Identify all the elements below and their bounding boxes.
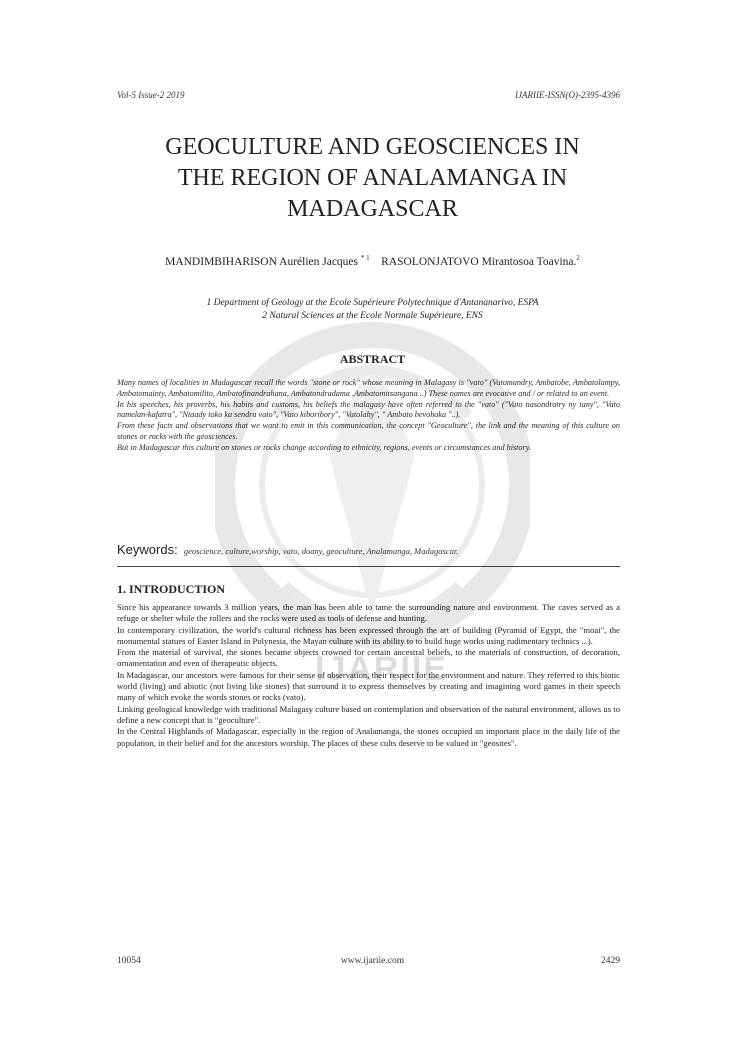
introduction-paragraph: In Madagascar, our ancestors were famous for their sense of observation, their respect for the environment and nature. They referred to this biotic world (living) and abiotic (not living like stones) that surround it to express themselves by creating and imagining word games in their speech many of which evoke the words stones or rocks (vato). (117, 669, 620, 703)
introduction-body (117, 602, 620, 749)
author-2-mark: 2 (576, 254, 580, 262)
keywords (117, 542, 620, 557)
abstract-heading: ABSTRACT (339, 352, 406, 366)
footer-website: www.ijariie.com (340, 956, 405, 966)
header-volume: Vol-5 Issue-2 2019 (117, 90, 185, 100)
author-1-mark: * 1 (360, 254, 370, 262)
author-list (110, 254, 635, 268)
keywords-label: Keywords: (117, 542, 178, 557)
abstract-paragraph: In his speeches, his proverbs, his habits and customs, his beliefs the malagasy have often referred to the "vato" ("Vato nasondrotry ny tany", "Vato namelan-kafatra", "Ntaady toko ka sendra vato", "Vato kiboribory", "Vatolahy", " Ambato bevohoka "..). (117, 399, 620, 420)
introduction-paragraph: Linking geological knowledge with traditional Malagasy culture based on contemplation and observation of the natural environment, allows us to define a new concept that is "geoculture". (117, 703, 620, 725)
affiliation-2: 2 Natural Sciences at the Ecole Normale Supérieure, ENS (262, 311, 483, 321)
introduction-paragraph: From the material of survival, the stones became objects crowned for certain ancestral beliefs, to the materials of construction, of decoration, ornamentation and even of therapeutic objects. (117, 647, 620, 669)
affiliations (110, 297, 635, 323)
author-2-name: RASOLONJATOVO Mirantosoa Toavina. (381, 255, 577, 268)
introduction-paragraph: In contemporary civilization, the world's cultural richness has been expressed through the art of building (Pyramid of Egypt, the "moai", the monumental statues of Easter Island in Polynesia, the Mayan culture with its ability to to build huge works using rudimentary technics ...). (117, 624, 620, 646)
paper-title (110, 132, 635, 225)
introduction-paragraph: Since his appearance towards 3 million years, the man has been able to tame the surrounding nature and environment. The caves served as a refuge or shelter while the rollers and the rocks were used as tools of defense and hunting. (117, 602, 620, 624)
introduction-paragraph: In the Central Highlands of Madagascar, especially in the region of Analamanga, the stones occupied an important place in the daily life of the population, in their belief and for the ancestors worship. The places of these cults deserve to be valued in "geosites". (117, 726, 620, 748)
abstract-paragraph: Many names of localities in Madagascar recall the words "stone or rock" whose meaning in Malagasy is "vato" (Vatomandry, Ambatobe, Ambatolampy, Ambatomainty, Ambatomilito, Ambatofinandrahana, Ambatondradama ,Ambatomitsangana ..) These names are evocative and / or related to an event. (117, 378, 620, 398)
title-line-3: MADAGASCAR (287, 196, 458, 222)
section-number: 1. (117, 582, 126, 596)
author-1-name: MANDIMBIHARISON Aurélien Jacques (165, 255, 359, 268)
title-line-2: THE REGION OF ANALAMANGA IN (177, 165, 568, 191)
keywords-text: geoscience, culture,worship, vato, doany, geoculture, Analamanga, Madagascar. (183, 546, 459, 556)
introduction-heading (117, 582, 225, 597)
section-divider (117, 566, 620, 567)
watermark-text: IJARIIE (315, 650, 449, 688)
section-title: INTRODUCTION (129, 582, 226, 596)
header-issn: IJARIIE-ISSN(O)-2395-4396 (515, 90, 620, 100)
abstract-body (117, 378, 620, 454)
footer-paper-id: 10054 (117, 956, 141, 966)
affiliation-1: 1 Department of Geology at the Ecole Supérieure Polytechnique d'Antananarivo, ESPA (206, 298, 539, 308)
title-line-1: GEOCULTURE AND GEOSCIENCES IN (165, 134, 580, 160)
footer-page-number: 2429 (601, 956, 620, 966)
abstract-paragraph: From these facts and observations that we want to emit in this communication, the concept "Geoculture", the link and the meaning of this culture on stones or rocks with the geosciences. (117, 421, 620, 441)
abstract-paragraph: But in Madagascar this culture on stones or rocks change according to ethnicity, regions, events or circumstances and history. (117, 442, 531, 452)
